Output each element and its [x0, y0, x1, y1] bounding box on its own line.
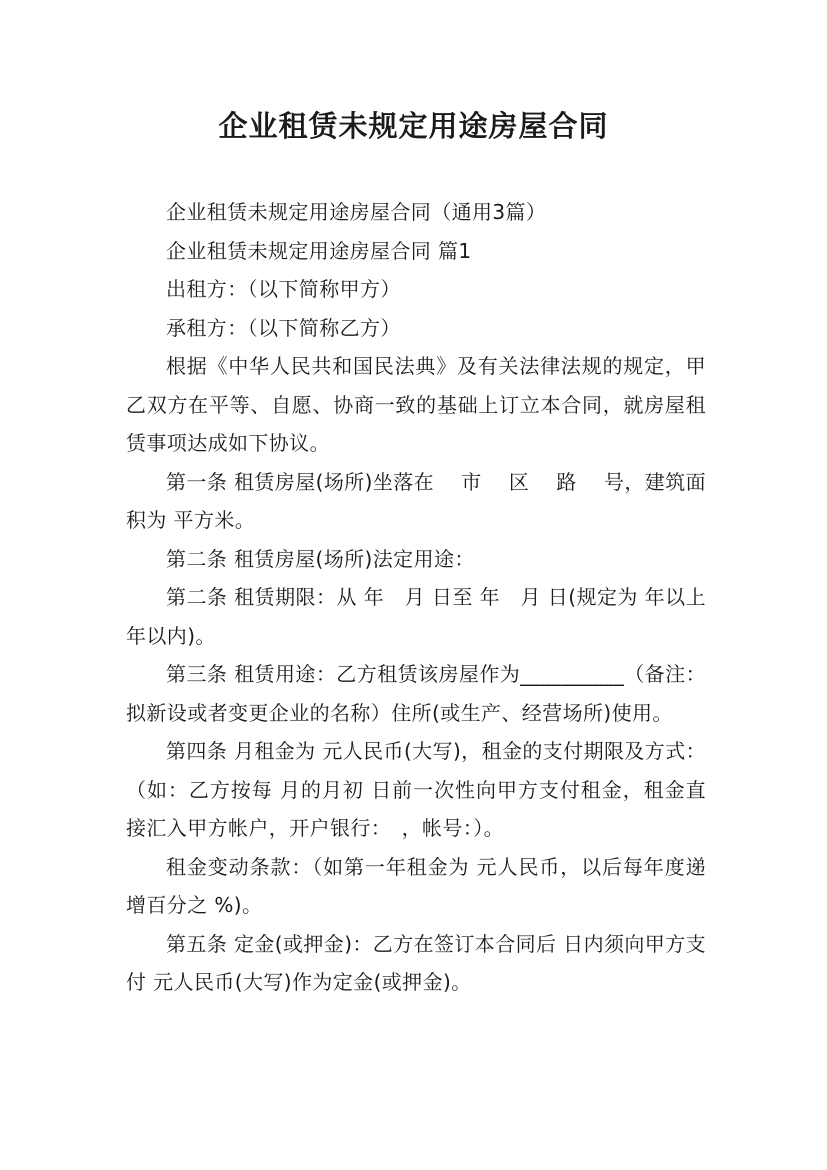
- paragraph-subtitle: 企业租赁未规定用途房屋合同（通用3篇）: [166, 200, 547, 224]
- document-body: [126, 193, 734, 1002]
- paragraph-article-5: 第五条 定金(或押金)：乙方在签订本合同后 日内须向甲方支付 元人民币(大写)作为定金(或押金)。: [126, 931, 706, 994]
- paragraph-rent-change: 租金变动条款：（如第一年租金为 元人民币，以后每年度递增百分之 %)。: [126, 854, 706, 917]
- paragraph-preamble: 根据《中华人民共和国民法典》及有关法律法规的规定，甲乙双方在平等、自愿、协商一致的基础上订立本合同，就房屋租赁事项达成如下协议。: [126, 354, 706, 455]
- paragraph-lessee: 承租方：（以下简称乙方）: [166, 315, 401, 340]
- paragraph-article-3: 第三条 租赁用途：乙方租赁该房屋作为__________（备注：拟新设或者变更企业的名称）住所(或生产、经营场所)使用。: [126, 662, 706, 725]
- paragraph-article-1: 第一条 租赁房屋(场所)坐落在 市 区 路 号，建筑面积为 平方米。: [126, 469, 706, 532]
- paragraph-article-4: 第四条 月租金为 元人民币(大写)，租金的支付期限及方式：（如：乙方按每 月的月初 日前一次性向甲方支付租金，租金直接汇入甲方帐户，开户银行： ，帐号：）。: [126, 739, 706, 840]
- paragraph-article-2b: 第二条 租赁期限：从 年 月 日至 年 月 日(规定为 年以上 年以内)。: [126, 585, 734, 648]
- paragraph-article-2a: 第二条 租赁房屋(场所)法定用途：: [166, 546, 475, 571]
- document-title: 企业租赁未规定用途房屋合同: [218, 109, 609, 143]
- paragraph-lessor: 出租方：（以下简称甲方）: [166, 277, 401, 301]
- paragraph-section-heading: 企业租赁未规定用途房屋合同 篇1: [166, 238, 472, 263]
